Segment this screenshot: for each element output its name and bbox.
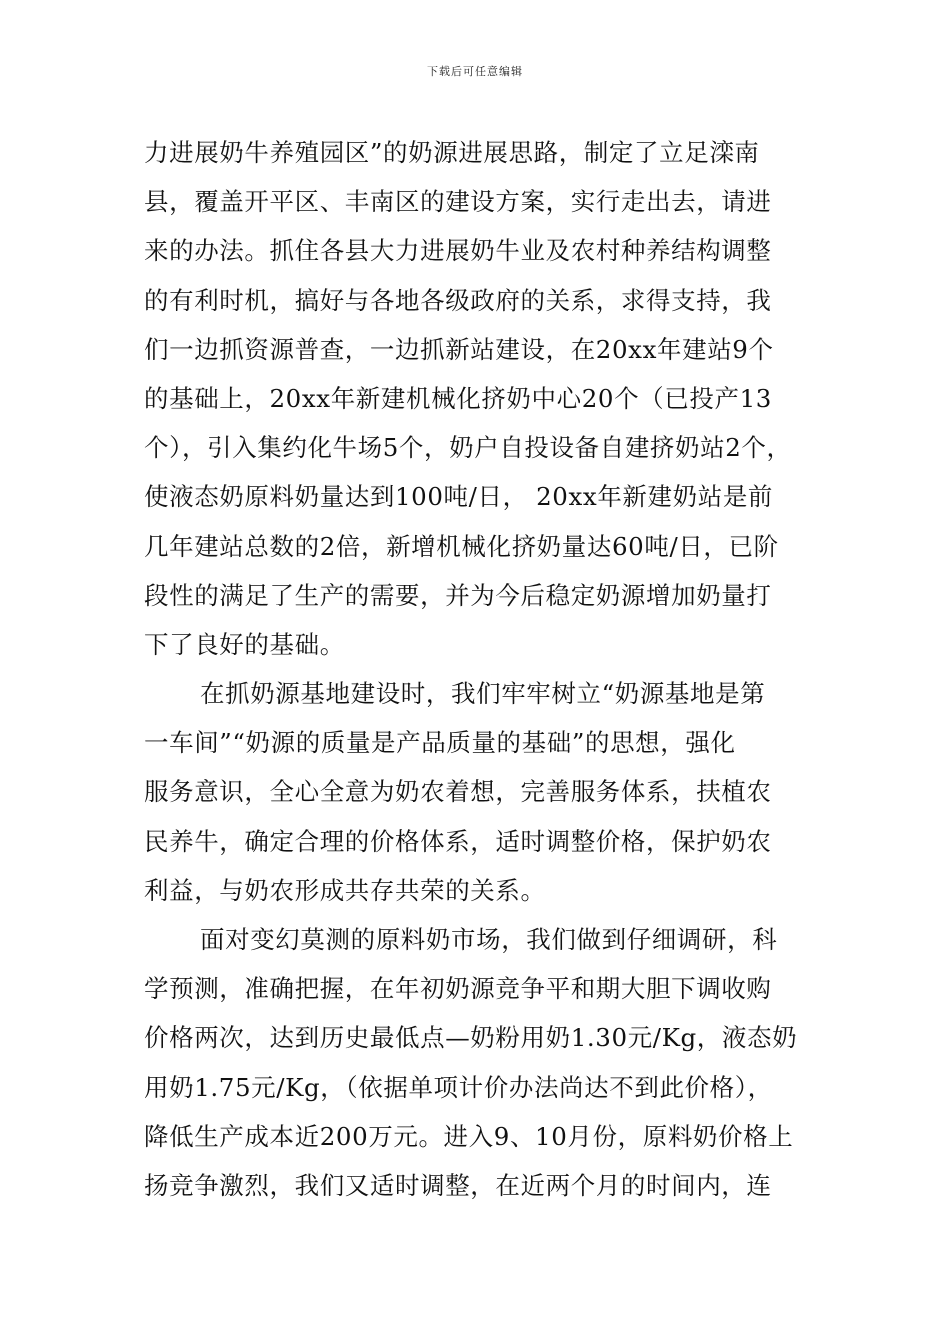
paragraph-start-line: 在抓奶源基地建设时，我们牢牢树立“奶源基地是第 xyxy=(200,679,766,709)
paragraph-start-line: 面对变幻莫测的原料奶市场，我们做到仔细调研，科 xyxy=(200,925,778,954)
text-line: 用奶1.75元/Kg，（依据单项计价办法尚达不到此价格）， xyxy=(144,1072,773,1102)
text-line: 下了良好的基础。 xyxy=(144,629,345,659)
text-line: 一车间”“奶源的质量是产品质量的基础”的思想，强化 xyxy=(144,728,736,758)
text-line: 段性的满足了生产的需要，并为今后稳定奶源增加奶量打 xyxy=(144,580,772,610)
text-line: 民养牛，确定合理的价格体系，适时调整价格，保护奶农 xyxy=(144,826,772,856)
text-line: 的有利时机，搞好与各地各级政府的关系，求得支持，我 xyxy=(144,285,772,315)
body-text xyxy=(144,128,824,1210)
text-line: 使液态奶原料奶量达到100吨/日， 20xx年新建奶站是前 xyxy=(144,482,774,512)
text-line: 个），引入集约化牛场5个，奶户自投设备自建挤奶站2个， xyxy=(144,433,792,463)
text-line: 降低生产成本近200万元。进入9、10月份，原料奶价格上 xyxy=(144,1121,794,1151)
text-line: 服务意识，全心全意为奶农着想，完善服务体系，扶植农 xyxy=(144,777,772,807)
text-line: 们一边抓资源普查，一边抓新站建设，在20xx年建站9个 xyxy=(144,334,774,364)
text-line: 几年建站总数的2倍，新增机械化挤奶量达60吨/日，已阶 xyxy=(144,531,779,561)
text-line: 的基础上，20xx年新建机械化挤奶中心20个（已投产13 xyxy=(144,383,772,413)
text-line: 利益，与奶农形成共存共荣的关系。 xyxy=(144,875,546,905)
text-line: 价格两次，达到历史最低点—奶粉用奶1.30元/Kg，液态奶 xyxy=(144,1023,798,1053)
text-line: 扬竞争激烈，我们又适时调整，在近两个月的时间内，连 xyxy=(144,1170,772,1200)
text-line: 力进展奶牛养殖园区”的奶源进展思路，制定了立足滦南 xyxy=(144,138,760,167)
text-line: 来的办法。抓住各县大力进展奶牛业及农村种养结构调整 xyxy=(144,236,772,266)
page-header: 下载后可任意编辑 xyxy=(427,65,523,78)
text-line: 县，覆盖开平区、丰南区的建设方案，实行走出去，请进 xyxy=(144,187,772,217)
text-line: 学预测，准确把握，在年初奶源竞争平和期大胆下调收购 xyxy=(144,974,772,1004)
